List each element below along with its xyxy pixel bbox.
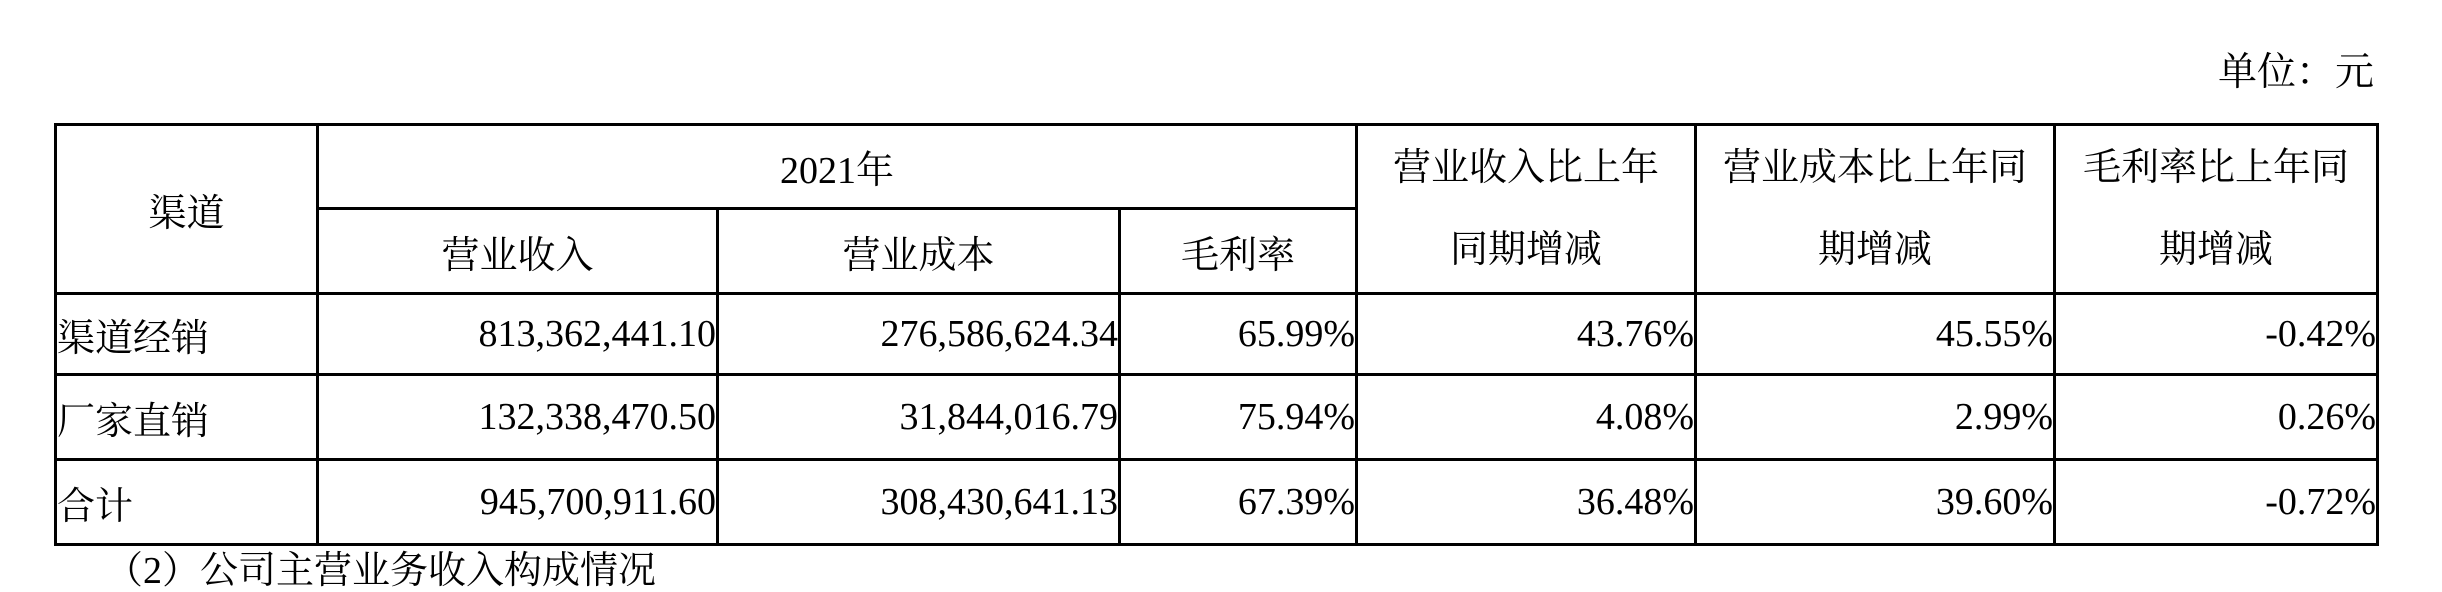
cell-gross-margin: 65.99%	[1120, 294, 1357, 375]
unit-label: 单位：元	[2217, 51, 2374, 94]
header-revenue-yoy-line2: 同期增减	[1450, 229, 1603, 271]
cell-margin-yoy: 0.26%	[2055, 375, 2378, 460]
clipped-footer-text: （2）公司主营业务收入构成情况	[105, 550, 657, 592]
cell-channel: 厂家直销	[56, 375, 318, 460]
header-margin-yoy	[2055, 125, 2378, 294]
cell-revenue-yoy: 43.76%	[1357, 294, 1696, 375]
cell-cost: 31,844,016.79	[718, 375, 1120, 460]
header-cost-yoy-line2: 期增减	[1818, 229, 1933, 271]
cell-channel: 渠道经销	[56, 294, 318, 375]
header-revenue-yoy	[1357, 125, 1696, 294]
header-revenue-yoy-line1: 营业收入比上年	[1393, 147, 1660, 189]
cell-margin-yoy: -0.42%	[2055, 294, 2378, 375]
table-row-total	[56, 460, 2378, 545]
header-cost: 营业成本	[718, 209, 1120, 294]
header-margin: 毛利率	[1120, 209, 1357, 294]
header-margin-yoy-line1: 毛利率比上年同	[2083, 147, 2350, 189]
cell-revenue: 813,362,441.10	[318, 294, 718, 375]
cell-gross-margin: 75.94%	[1120, 375, 1357, 460]
cell-cost-yoy: 45.55%	[1696, 294, 2055, 375]
cell-gross-margin: 67.39%	[1120, 460, 1357, 545]
table-row-channel-distribution	[56, 294, 2378, 375]
cell-cost-yoy: 39.60%	[1696, 460, 2055, 545]
cell-margin-yoy: -0.72%	[2055, 460, 2378, 545]
cell-revenue: 945,700,911.60	[318, 460, 718, 545]
cell-revenue: 132,338,470.50	[318, 375, 718, 460]
cell-revenue-yoy: 4.08%	[1357, 375, 1696, 460]
header-cost-yoy-line1: 营业成本比上年同	[1723, 147, 2028, 189]
cell-cost-yoy: 2.99%	[1696, 375, 2055, 460]
cell-revenue-yoy: 36.48%	[1357, 460, 1696, 545]
header-revenue: 营业收入	[318, 209, 718, 294]
cell-channel: 合计	[56, 460, 318, 545]
revenue-by-channel-table	[54, 123, 2379, 546]
header-channel: 渠道	[56, 125, 318, 294]
header-row-1	[56, 125, 2378, 209]
cell-cost: 308,430,641.13	[718, 460, 1120, 545]
header-cost-yoy	[1696, 125, 2055, 294]
table-row-direct-sales	[56, 375, 2378, 460]
header-year-group: 2021年	[318, 125, 1357, 209]
cell-cost: 276,586,624.34	[718, 294, 1120, 375]
header-margin-yoy-line2: 期增减	[2159, 229, 2274, 271]
